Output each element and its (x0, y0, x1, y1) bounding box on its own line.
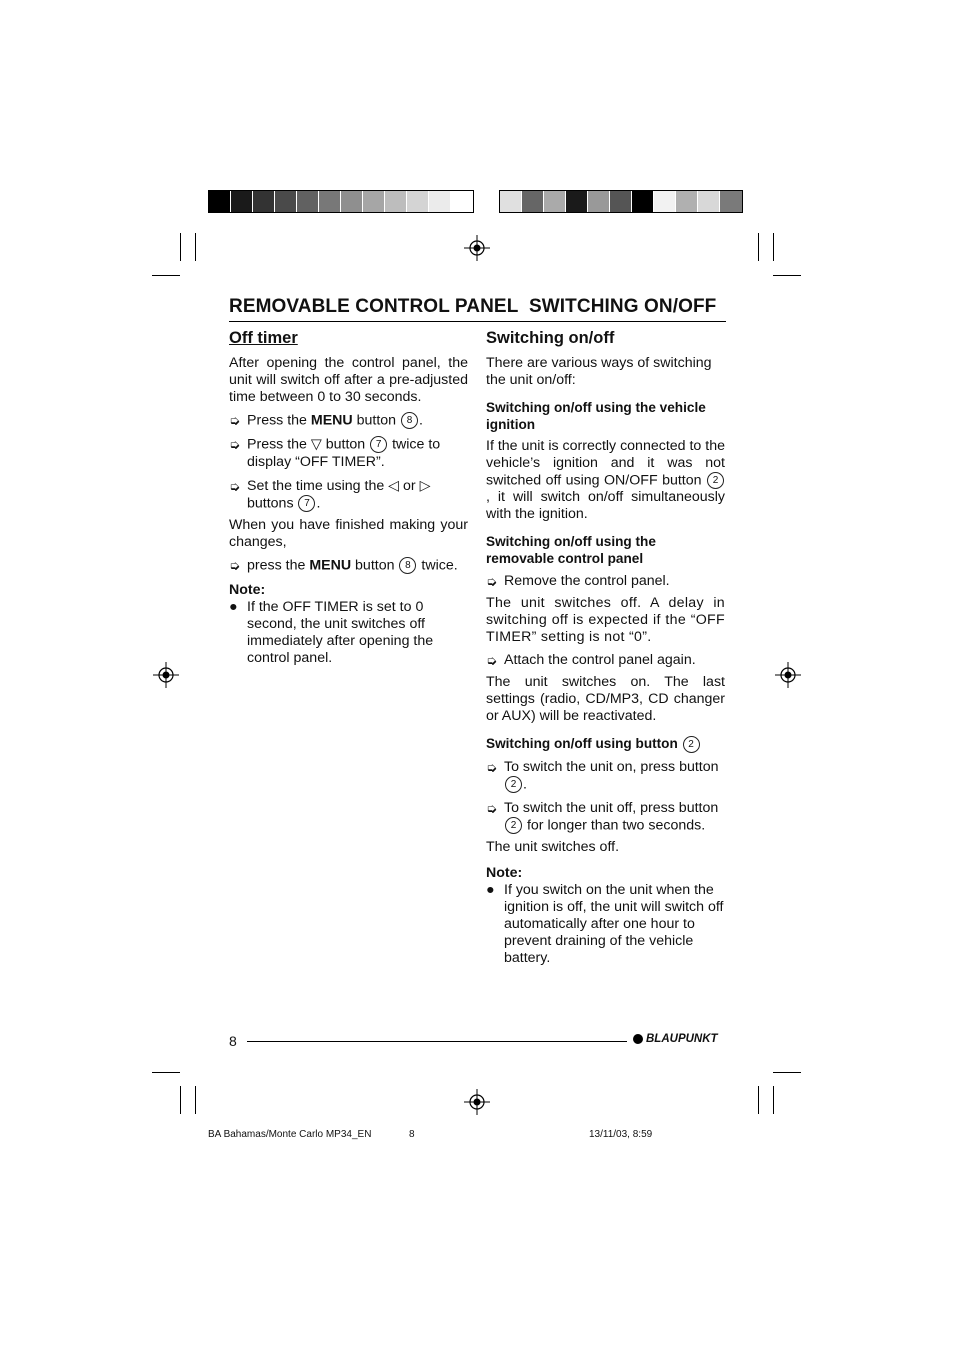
crop-mark (773, 1072, 801, 1073)
color-swatch (429, 191, 451, 212)
color-calibration-bar-left (208, 190, 474, 213)
crop-mark (180, 1086, 181, 1114)
button-number-badge: 2 (683, 736, 700, 753)
color-swatch (363, 191, 385, 212)
color-swatch (698, 191, 720, 212)
color-swatch (275, 191, 297, 212)
ignition-heading: Switching on/off using the vehicle ignition (486, 400, 706, 432)
crop-mark (773, 233, 774, 261)
crop-mark (758, 1086, 759, 1114)
button-number-badge: 8 (399, 557, 416, 574)
page-number: 8 (229, 1033, 237, 1049)
button-result: The unit switches off. (486, 838, 620, 855)
color-swatch (209, 191, 231, 212)
color-swatch (253, 191, 275, 212)
color-swatch (522, 191, 544, 212)
registration-mark-icon (464, 1089, 490, 1115)
color-calibration-bar-right (499, 190, 743, 213)
registration-mark-icon (153, 662, 179, 688)
button-heading: Switching on/off using button 2 (486, 735, 725, 753)
crop-mark (180, 233, 181, 261)
step-item: ➭ To switch the unit on, press button 2 . (486, 759, 719, 793)
crop-mark (773, 275, 801, 276)
arrow-right-icon: ➭ (486, 801, 497, 817)
step-item: ➭ Remove the control panel. (486, 573, 670, 590)
brand-logo: BLAUPUNKT (633, 1033, 718, 1045)
crop-mark (195, 233, 196, 261)
registration-mark-icon (775, 662, 801, 688)
arrow-right-icon: ➭ (486, 653, 497, 669)
button-number-badge: 7 (370, 436, 387, 453)
right-column (486, 330, 725, 967)
crop-mark (152, 275, 180, 276)
color-swatch (500, 191, 522, 212)
crop-mark (773, 1086, 774, 1114)
crop-mark (758, 233, 759, 261)
arrow-right-icon: ➭ (229, 557, 240, 573)
note-label: Note: (486, 864, 523, 881)
logo-ball-icon (633, 1034, 643, 1044)
panel-heading: Switching on/off using the removable control panel (486, 534, 656, 567)
button-number-badge: 2 (505, 817, 522, 834)
panel-text-1: The unit switches off. A delay in switching off is expected if the “OFF TIMER” setting is not “0”. (486, 595, 725, 646)
color-swatch (654, 191, 676, 212)
arrow-right-icon: ➭ (486, 760, 497, 776)
switching-intro: There are various ways of switching the unit on/off: (486, 355, 712, 388)
crop-mark (195, 1086, 196, 1114)
step-item: ➭ Press the MENU button 8 . (229, 412, 423, 429)
off-timer-intro: After opening the control panel, the unit will switch off after a pre-adjusted time between 0 to 30 seconds. (229, 355, 468, 405)
color-swatch (676, 191, 698, 212)
step-item: ➭ press the MENU button 8 twice. (229, 557, 458, 573)
color-swatch (588, 191, 610, 212)
color-swatch (632, 191, 654, 212)
button-number-badge: 7 (298, 495, 315, 512)
bullet-icon: ● (486, 881, 495, 898)
arrow-right-icon: ➭ (229, 478, 240, 494)
step-item: ➭ To switch the unit off, press button 2 for longer than two seconds. (486, 800, 719, 834)
color-swatch (231, 191, 253, 212)
button-number-badge: 2 (505, 776, 522, 793)
bullet-icon: ● (229, 599, 238, 615)
note-item: ● If the OFF TIMER is set to 0 second, the unit switches off immediately after opening the control panel. (229, 599, 434, 666)
step-item: ➭ Press the ▽ button 7 twice to display “OFF TIMER”. (229, 436, 441, 470)
step-item: ➭ Attach the control panel again. (486, 652, 696, 669)
header-rule (229, 321, 726, 322)
print-file-name: BA Bahamas/Monte Carlo MP34_EN (208, 1129, 372, 1140)
print-sheet-number: 8 (409, 1129, 415, 1140)
color-swatch (319, 191, 341, 212)
off-timer-heading: Off timer (229, 329, 298, 347)
color-swatch (451, 191, 473, 212)
arrow-right-icon: ➭ (229, 437, 240, 453)
switching-heading: Switching on/off (486, 329, 615, 347)
color-swatch (544, 191, 566, 212)
color-swatch (610, 191, 632, 212)
button-number-badge: 8 (401, 412, 418, 429)
print-date: 13/11/03, 8:59 (589, 1129, 653, 1140)
note-item: ● If you switch on the unit when the ignition is off, the unit will switch off automatically after one hour to prevent draining of the vehicle battery. (486, 881, 724, 966)
color-swatch (720, 191, 742, 212)
finished-text: When you have finished making your changes, (229, 516, 468, 550)
color-swatch (385, 191, 407, 212)
color-swatch (341, 191, 363, 212)
panel-text-2: The unit switches on. The last settings (radio, CD/MP3, CD changer or AUX) will be reactivated. (486, 674, 725, 725)
color-swatch (297, 191, 319, 212)
color-swatch (407, 191, 429, 212)
arrow-right-icon: ➭ (229, 413, 240, 428)
step-item: ➭ Set the time using the ◁ or ▷ buttons 7 . (229, 477, 431, 511)
section-title-right: SWITCHING ON/OFF (529, 296, 717, 317)
registration-mark-icon (464, 235, 490, 261)
left-column (229, 330, 468, 667)
section-title-left: REMOVABLE CONTROL PANEL (229, 296, 519, 317)
button-number-badge: 2 (707, 472, 724, 489)
footer-rule (247, 1041, 627, 1042)
color-swatch (566, 191, 588, 212)
crop-mark (152, 1072, 180, 1073)
note-label: Note: (229, 582, 266, 598)
ignition-text: If the unit is correctly connected to the vehicle’s ignition and it was not switched off using ON/OFF button 2, it will switch on/off simultaneously with the ignition. (486, 438, 725, 523)
arrow-right-icon: ➭ (486, 574, 497, 590)
